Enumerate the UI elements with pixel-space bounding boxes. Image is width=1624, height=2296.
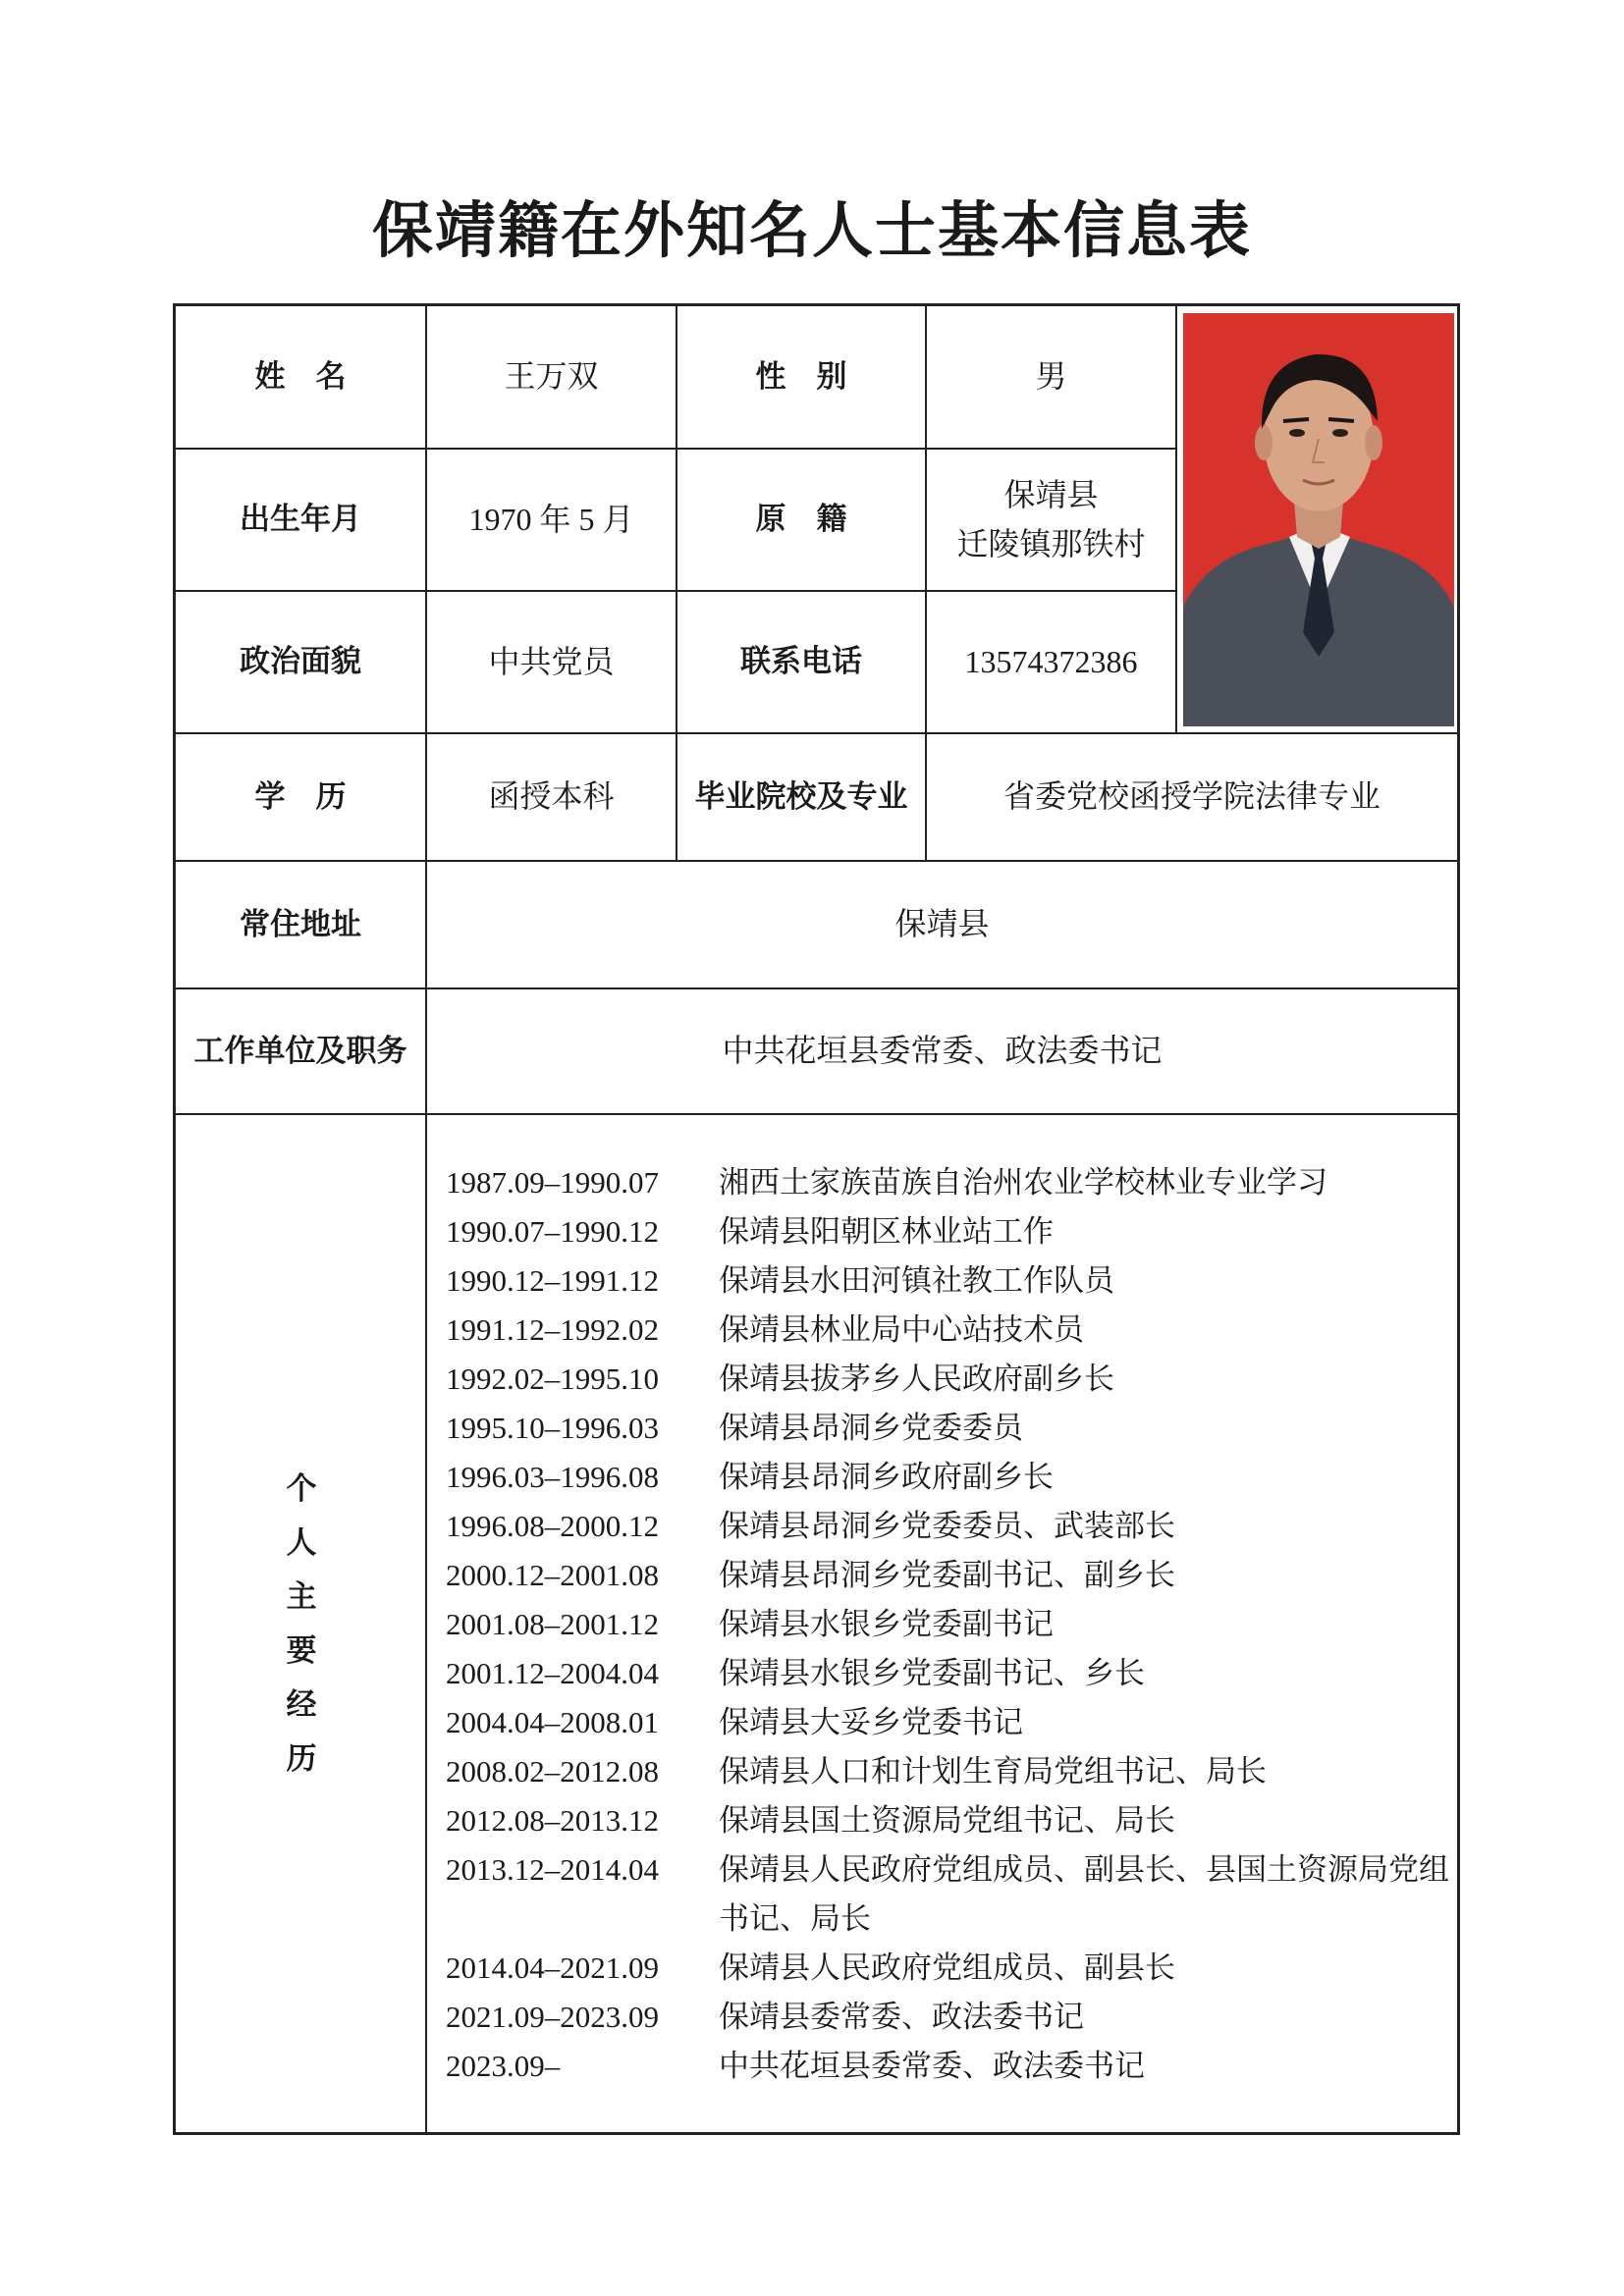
history-row xyxy=(446,1649,1457,1698)
history-date: 1990.07–1990.12 xyxy=(446,1214,659,1249)
history-desc: 保靖县昂洞乡党委委员 xyxy=(719,1411,1023,1446)
value-politics: 中共党员 xyxy=(488,642,615,680)
history-row xyxy=(446,1256,1457,1306)
history-row xyxy=(446,1404,1457,1453)
portrait-photo-image xyxy=(1183,313,1454,726)
history-row xyxy=(446,1993,1457,2042)
info-form-table xyxy=(173,303,1460,2135)
history-row xyxy=(446,1796,1457,1845)
history-date: 2014.04–2021.09 xyxy=(446,1950,659,1985)
col-divider xyxy=(1175,306,1177,732)
history-date: 2001.08–2001.12 xyxy=(446,1607,659,1641)
history-desc: 保靖县昂洞乡党委委员、武装部长 xyxy=(719,1509,1175,1544)
history-row xyxy=(446,1845,1457,1944)
label-work: 工作单位及职务 xyxy=(193,1033,407,1069)
history-date: 2012.08–2013.12 xyxy=(446,1803,659,1838)
history-desc: 保靖县拔茅乡人民政府副乡长 xyxy=(719,1362,1114,1397)
history-date: 2023.09– xyxy=(446,2049,561,2083)
history-row xyxy=(446,1600,1457,1649)
label-address: 常住地址 xyxy=(240,906,361,942)
history-row xyxy=(446,1306,1457,1355)
history-desc: 保靖县水银乡党委副书记 xyxy=(719,1607,1054,1642)
history-date: 1991.12–1992.02 xyxy=(446,1312,659,1347)
label-education: 学 历 xyxy=(254,778,347,815)
history-row xyxy=(446,1158,1457,1207)
history-row xyxy=(446,1944,1457,1993)
history-row xyxy=(446,1453,1457,1502)
history-desc: 湘西土家族苗族自治州农业学校林业专业学习 xyxy=(719,1165,1327,1201)
history-date: 2021.09–2023.09 xyxy=(446,2000,659,2034)
history-desc: 保靖县林业局中心站技术员 xyxy=(719,1312,1084,1348)
history-desc: 保靖县委常委、政法委书记 xyxy=(719,2000,1084,2035)
history-date: 2004.04–2008.01 xyxy=(446,1705,659,1739)
value-school: 省委党校函授学院法律专业 xyxy=(1002,777,1380,816)
history-label-char: 要 xyxy=(286,1632,317,1669)
value-work: 中共花垣县委常委、政法委书记 xyxy=(722,1032,1163,1070)
origin-line2: 迁陵镇那铁村 xyxy=(956,524,1146,562)
history-date: 1996.08–2000.12 xyxy=(446,1509,659,1543)
value-education: 函授本科 xyxy=(488,777,615,816)
history-desc: 保靖县昂洞乡政府副乡长 xyxy=(719,1460,1054,1495)
label-gender: 性 别 xyxy=(755,358,847,395)
history-desc: 保靖县昂洞乡党委副书记、副乡长 xyxy=(719,1558,1175,1593)
value-origin xyxy=(927,450,1175,590)
history-label-char: 历 xyxy=(286,1740,317,1777)
history-date: 2000.12–2001.08 xyxy=(446,1558,659,1592)
value-gender: 男 xyxy=(1035,357,1067,396)
history-label-char: 个 xyxy=(286,1470,317,1507)
history-date: 1987.09–1990.07 xyxy=(446,1165,659,1200)
history-desc: 保靖县人民政府党组成员、副县长、县国土资源局党组书记、局长 xyxy=(719,1852,1449,1937)
history-label-char: 主 xyxy=(286,1578,317,1615)
label-phone: 联系电话 xyxy=(740,644,862,680)
history-date: 1990.12–1991.12 xyxy=(446,1263,659,1298)
history-row xyxy=(446,1698,1457,1747)
value-phone: 13574372386 xyxy=(964,643,1138,679)
history-label-char: 人 xyxy=(286,1524,317,1561)
history-row xyxy=(446,1747,1457,1796)
history-row xyxy=(446,1355,1457,1404)
history-desc: 保靖县水田河镇社教工作队员 xyxy=(719,1263,1114,1299)
history-date: 1992.02–1995.10 xyxy=(446,1362,659,1396)
label-name: 姓 名 xyxy=(254,358,347,395)
history-date: 1996.03–1996.08 xyxy=(446,1460,659,1494)
label-politics: 政治面貌 xyxy=(240,644,361,680)
history-list xyxy=(446,1158,1457,2091)
label-school: 毕业院校及专业 xyxy=(694,778,908,815)
history-date: 2013.12–2014.04 xyxy=(446,1852,659,1887)
history-desc: 保靖县水银乡党委副书记、乡长 xyxy=(719,1656,1145,1691)
origin-line1: 保靖县 xyxy=(1003,475,1099,513)
value-birth: 1970 年 5 月 xyxy=(468,501,634,537)
label-origin: 原 籍 xyxy=(755,502,847,538)
value-address: 保靖县 xyxy=(894,905,990,943)
history-row xyxy=(446,1551,1457,1600)
label-birth: 出生年月 xyxy=(240,502,361,538)
history-desc: 保靖县大妥乡党委书记 xyxy=(719,1705,1023,1740)
history-desc: 中共花垣县委常委、政法委书记 xyxy=(719,2049,1145,2084)
history-desc: 保靖县人民政府党组成员、副县长 xyxy=(719,1950,1175,1986)
history-date: 1995.10–1996.03 xyxy=(446,1411,659,1445)
history-desc: 保靖县阳朝区林业站工作 xyxy=(719,1214,1054,1250)
page-title: 保靖籍在外知名人士基本信息表 xyxy=(371,194,1252,266)
history-row xyxy=(446,1207,1457,1256)
history-date: 2008.02–2012.08 xyxy=(446,1754,659,1789)
label-history xyxy=(176,1113,427,2135)
history-row xyxy=(446,1502,1457,1551)
history-date: 2001.12–2004.04 xyxy=(446,1656,659,1690)
value-name: 王万双 xyxy=(504,357,599,396)
history-desc: 保靖县人口和计划生育局党组书记、局长 xyxy=(719,1754,1267,1789)
history-row xyxy=(446,2042,1457,2091)
portrait-photo xyxy=(1183,313,1454,726)
history-label-char: 经 xyxy=(286,1686,317,1723)
history-desc: 保靖县国土资源局党组书记、局长 xyxy=(719,1803,1175,1839)
